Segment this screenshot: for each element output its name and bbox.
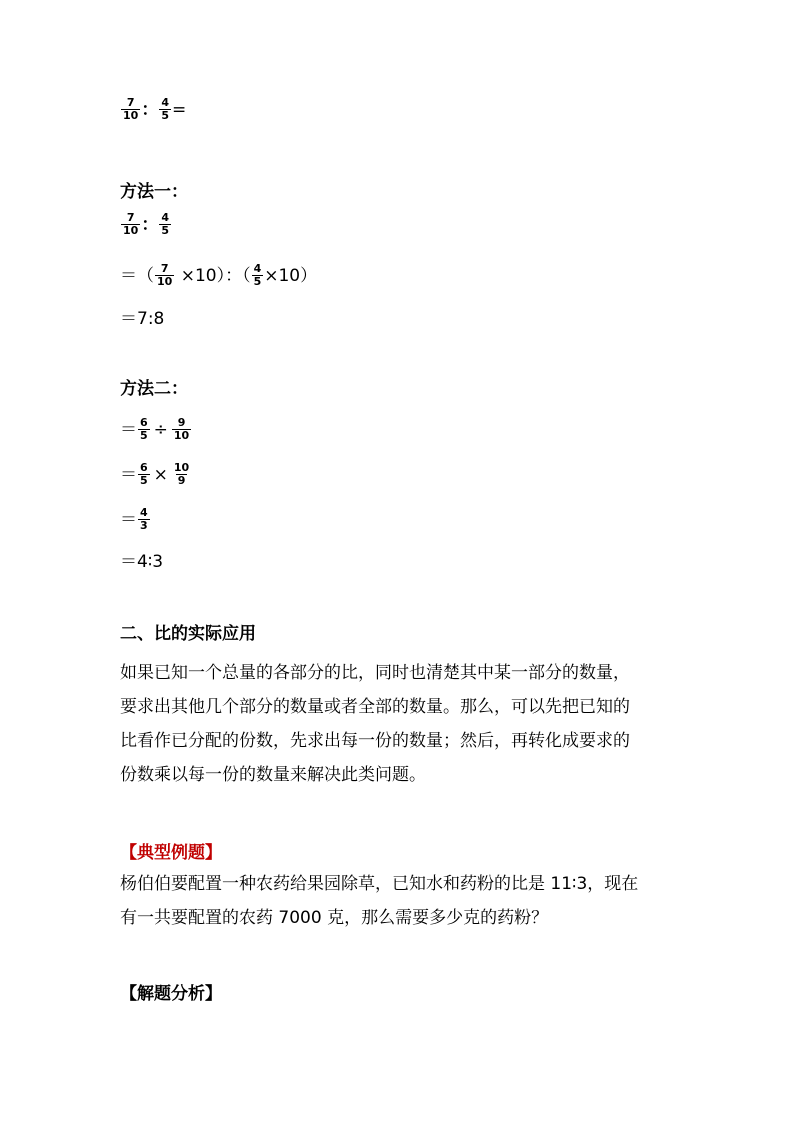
denominator: 9 <box>177 474 186 487</box>
fraction <box>159 212 171 237</box>
fraction <box>121 212 140 237</box>
method2-title: 方法二： <box>120 379 188 399</box>
equals-sign: ＝ <box>120 509 137 530</box>
fraction <box>138 417 150 442</box>
fraction <box>159 97 171 122</box>
numerator: 4 <box>140 506 148 519</box>
denominator: 10 <box>173 429 190 442</box>
denominator: 5 <box>161 109 169 122</box>
fraction <box>121 97 140 122</box>
multiply-operator: × <box>153 464 168 485</box>
expression-text: ×10）：（ <box>175 265 251 286</box>
numerator: 6 <box>140 461 148 474</box>
paragraph-line: 比看作已分配的份数，先求出每一份的数量；然后，再转化成要求的 <box>120 731 630 751</box>
numerator: 4 <box>161 96 169 109</box>
numerator: 4 <box>161 211 169 224</box>
method2-result: ＝4∶3 <box>120 552 164 572</box>
numerator: 10 <box>173 461 190 474</box>
method2-line2 <box>120 462 192 487</box>
equals-sign: ＝ <box>120 419 137 440</box>
denominator: 5 <box>140 474 148 487</box>
equals-sign: ＝ <box>120 464 137 485</box>
fraction <box>252 263 264 288</box>
numerator: 4 <box>253 262 262 275</box>
fraction <box>172 417 191 442</box>
colon: ： <box>141 214 159 235</box>
method2-line1 <box>120 417 192 442</box>
denominator: 10 <box>123 224 139 237</box>
numerator: 6 <box>140 416 148 429</box>
fraction <box>155 263 174 288</box>
paragraph-line: 杨伯伯要配置一种农药给果园除草，已知水和药粉的比是 11∶3，现在 <box>120 874 639 894</box>
example-label: 【典型例题】 <box>120 843 222 863</box>
method1-title: 方法一： <box>120 182 188 202</box>
ratio-problem <box>120 97 186 122</box>
colon: ： <box>141 99 159 120</box>
expression-text: ＝（ <box>120 265 154 286</box>
denominator: 5 <box>253 275 262 288</box>
numerator: 7 <box>126 96 135 109</box>
example-text <box>120 867 700 935</box>
numerator: 7 <box>160 262 169 275</box>
denominator: 10 <box>123 109 139 122</box>
paragraph-line: 要求出其他几个部分的数量或者全部的数量。那么，可以先把已知的 <box>120 697 630 717</box>
method1-line1 <box>120 212 172 237</box>
paragraph-line: 份数乘以每一份的数量来解决此类问题。 <box>120 765 426 785</box>
divide-operator: ÷ <box>153 419 168 440</box>
denominator: 10 <box>157 275 173 288</box>
fraction <box>172 462 191 487</box>
denominator: 5 <box>140 429 148 442</box>
method2-line3 <box>120 507 151 532</box>
method1-line2 <box>120 263 317 288</box>
paragraph-line: 有一共要配置的农药 7000 克，那么需要多少克的药粉？ <box>120 908 549 928</box>
section-heading: 二、比的实际应用 <box>120 624 256 644</box>
numerator: 9 <box>177 416 186 429</box>
denominator: 5 <box>161 224 169 237</box>
fraction <box>138 507 150 532</box>
section-paragraph <box>120 656 700 792</box>
numerator: 7 <box>126 211 135 224</box>
fraction <box>138 462 150 487</box>
paragraph-line: 如果已知一个总量的各部分的比，同时也清楚其中某一部分的数量， <box>120 663 630 683</box>
expression-text: ×10） <box>264 265 318 286</box>
analysis-label: 【解题分析】 <box>120 984 222 1004</box>
method1-result: ＝7:8 <box>120 309 165 329</box>
equals-sign: = <box>171 99 187 120</box>
denominator: 3 <box>140 519 148 532</box>
